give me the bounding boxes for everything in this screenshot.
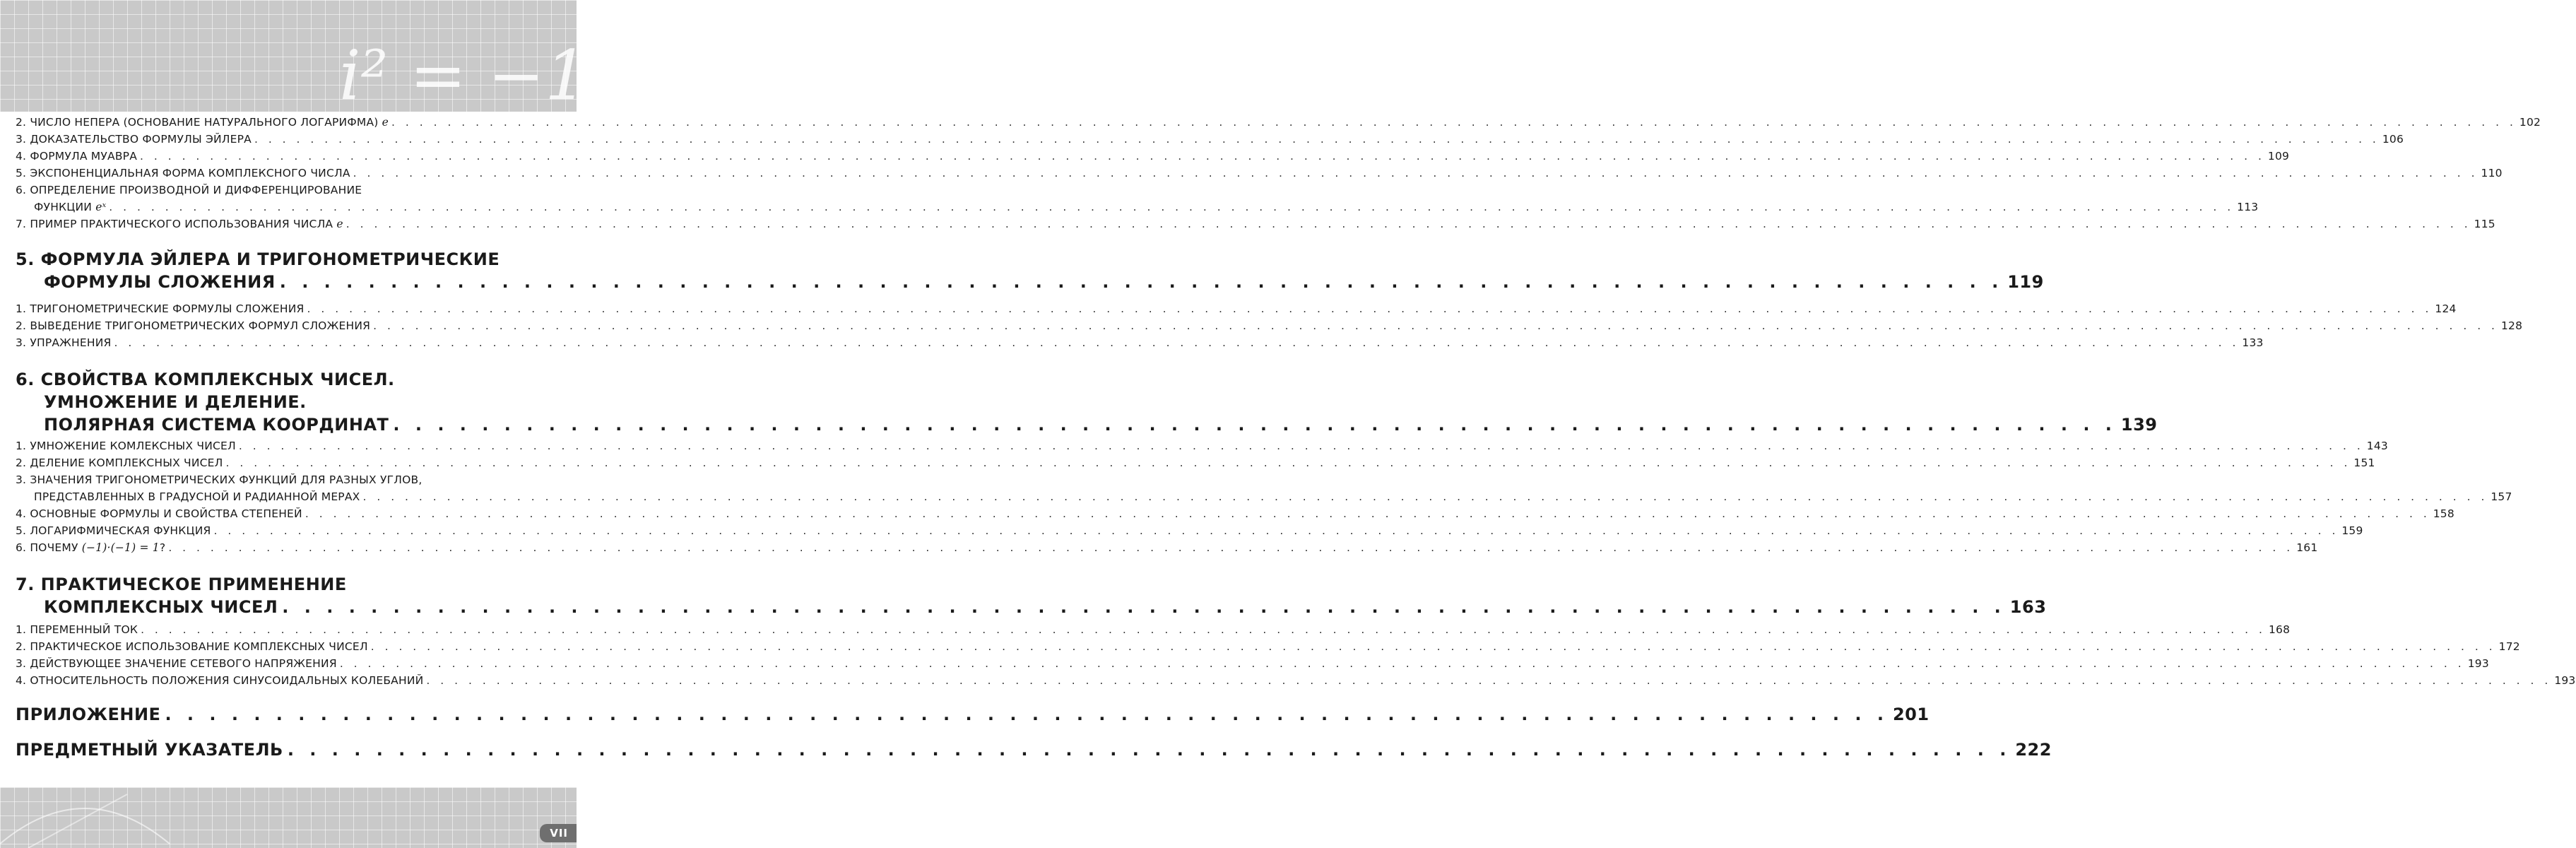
page-number: 193 xyxy=(2467,657,2489,670)
dot-leader xyxy=(353,165,2478,181)
toc-entry[interactable]: 2. ВЫВЕДЕНИЕ ТРИГОНОМЕТРИЧЕСКИХ ФОРМУЛ СЛОЖЕНИЯ . . . 128 xyxy=(16,318,561,334)
formula-watermark xyxy=(332,0,589,115)
appendix-entry[interactable]: ПРИЛОЖЕНИЕ . . . 201 xyxy=(16,704,561,725)
dot-leader xyxy=(168,540,2293,555)
toc-entry[interactable]: ПРЕДСТАВЛЕННЫХ В ГРАДУСНОЙ И РАДИАННОЙ МЕРАХ . . . 157 xyxy=(16,489,561,505)
page-number: 172 xyxy=(2498,640,2520,653)
page-number: 201 xyxy=(1892,705,1930,724)
page-number: 163 xyxy=(2009,597,2047,617)
toc-entry[interactable]: 2. ПРАКТИЧЕСКОЕ ИСПОЛЬЗОВАНИЕ КОМПЛЕКСНЫХ ЧИСЕЛ . . . 172 xyxy=(16,639,561,654)
page-number: 124 xyxy=(2435,302,2457,315)
page-number-badge: VII xyxy=(540,824,577,842)
dot-leader xyxy=(282,596,2006,618)
chapter-title[interactable]: 5. ФОРМУЛА ЭЙЛЕРА И ТРИГОНОМЕТРИЧЕСКИЕ xyxy=(16,249,500,269)
dot-leader xyxy=(288,739,2011,760)
dot-leader xyxy=(307,301,2433,317)
toc-entry-line[interactable]: 6. ОПРЕДЕЛЕНИЕ ПРОИЗВОДНОЙ И ДИФФЕРЕНЦИРОВАНИЕ xyxy=(16,184,362,196)
footer-band xyxy=(0,787,577,848)
dot-leader xyxy=(254,131,2380,147)
page-number: 109 xyxy=(2267,150,2290,163)
toc-entry[interactable]: 3. УПРАЖНЕНИЯ . . . 133 xyxy=(16,335,561,351)
page-number: 157 xyxy=(2491,490,2512,503)
chapter-entry[interactable]: ПОЛЯРНАЯ СИСТЕМА КООРДИНАТ . . . 139 xyxy=(16,414,561,435)
page-number: 139 xyxy=(2120,415,2158,435)
chapter-title-line: УМНОЖЕНИЕ И ДЕЛЕНИЕ. xyxy=(44,392,307,412)
chapter-entry[interactable]: ФОРМУЛЫ СЛОЖЕНИЯ . . . 119 xyxy=(16,271,561,293)
dot-leader xyxy=(140,148,2265,164)
page-number: 106 xyxy=(2382,133,2404,146)
chapter-title[interactable]: 7. ПРАКТИЧЕСКОЕ ПРИМЕНЕНИЕ xyxy=(16,575,347,594)
page-number: 161 xyxy=(2296,541,2318,554)
dot-leader xyxy=(340,656,2465,671)
chapter-title[interactable]: 6. СВОЙСТВА КОМПЛЕКСНЫХ ЧИСЕЛ. xyxy=(16,370,395,389)
page-number: 115 xyxy=(2474,218,2495,230)
index-entry[interactable]: ПРЕДМЕТНЫЙ УКАЗАТЕЛЬ . . . 222 xyxy=(16,739,561,760)
dot-leader xyxy=(426,673,2551,688)
toc-entry[interactable]: 5. ЛОГАРИФМИЧЕСКАЯ ФУНКЦИЯ . . . 159 xyxy=(16,523,561,538)
dot-leader xyxy=(141,622,2266,637)
page-number: 159 xyxy=(2341,524,2363,537)
page-number: 110 xyxy=(2481,167,2503,179)
chapter-entry[interactable]: КОМПЛЕКСНЫХ ЧИСЕЛ . . . 163 xyxy=(16,596,561,618)
dot-leader xyxy=(393,414,2117,435)
toc-entry[interactable]: 4. ОТНОСИТЕЛЬНОСТЬ ПОЛОЖЕНИЯ СИНУСОИДАЛЬНЫХ КОЛЕБАНИЙ . . . 193 xyxy=(16,673,561,688)
dot-leader xyxy=(114,335,2240,351)
header-band xyxy=(0,0,589,115)
toc-entry[interactable]: 3. ДЕЙСТВУЮЩЕЕ ЗНАЧЕНИЕ СЕТЕВОГО НАПРЯЖЕНИЯ . . . 193 xyxy=(16,656,561,671)
page-number: 119 xyxy=(2007,272,2044,292)
dot-leader xyxy=(226,455,2351,471)
dot-leader xyxy=(305,506,2430,522)
dot-leader xyxy=(373,318,2498,334)
page-number: 158 xyxy=(2433,507,2454,520)
toc-entry[interactable]: 4. ФОРМУЛА МУАВРА . . . 109 xyxy=(16,148,561,164)
dot-leader xyxy=(213,523,2339,538)
page-number: 113 xyxy=(2237,201,2259,213)
page-number: 222 xyxy=(2015,740,2052,760)
page-number: 133 xyxy=(2242,336,2264,349)
dot-leader xyxy=(239,438,2364,454)
dot-leader xyxy=(371,639,2496,654)
toc-entry[interactable]: 3. ДОКАЗАТЕЛЬСТВО ФОРМУЛЫ ЭЙЛЕРА . . . 106 xyxy=(16,131,561,147)
toc-entry[interactable]: 5. ЭКСПОНЕНЦИАЛЬНАЯ ФОРМА КОМПЛЕКСНОГО ЧИСЛА . . . 110 xyxy=(16,165,561,181)
page-number: 168 xyxy=(2268,623,2291,636)
page-number: 143 xyxy=(2366,440,2388,452)
formula-text: i² = −1 xyxy=(339,36,589,115)
dot-leader xyxy=(109,199,2234,215)
dot-leader xyxy=(362,489,2488,505)
toc-entry[interactable]: 1. ТРИГОНОМЕТРИЧЕСКИЕ ФОРМУЛЫ СЛОЖЕНИЯ . . . 124 xyxy=(16,301,561,317)
dot-leader xyxy=(280,271,2004,293)
toc-entry[interactable]: 1. ПЕРЕМЕННЫЙ ТОК . . . 168 xyxy=(16,622,561,637)
toc-entry[interactable]: 1. УМНОЖЕНИЕ КОМЛЕКСНЫХ ЧИСЕЛ . . . 143 xyxy=(16,438,561,454)
toc-entry[interactable]: 7. ПРИМЕР ПРАКТИЧЕСКОГО ИСПОЛЬЗОВАНИЯ ЧИСЛА e . . . 115 xyxy=(16,216,561,232)
page-number: 102 xyxy=(2519,116,2541,129)
page-number: 193 xyxy=(2554,674,2576,687)
toc-entry[interactable]: 2. ЧИСЛО НЕПЕРА (ОСНОВАНИЕ НАТУРАЛЬНОГО ЛОГАРИФМА) e . . . 102 xyxy=(16,114,561,130)
dot-leader xyxy=(391,114,2517,130)
page-number: 128 xyxy=(2500,319,2523,332)
dot-leader xyxy=(346,216,2471,232)
decorative-arcs xyxy=(0,787,184,848)
toc-entry[interactable]: 6. ПОЧЕМУ (−1)·(−1) = 1? . . . 161 xyxy=(16,540,561,555)
dot-leader xyxy=(165,704,1889,725)
page-number: 151 xyxy=(2353,457,2375,469)
toc-entry-line[interactable]: 3. ЗНАЧЕНИЯ ТРИГОНОМЕТРИЧЕСКИХ ФУНКЦИЙ ДЛЯ РАЗНЫХ УГЛОВ, xyxy=(16,473,423,486)
toc-entry[interactable]: ФУНКЦИИ eˣ . . . 113 xyxy=(16,199,561,215)
toc-entry[interactable]: 2. ДЕЛЕНИЕ КОМПЛЕКСНЫХ ЧИСЕЛ . . . 151 xyxy=(16,455,561,471)
toc-entry[interactable]: 4. ОСНОВНЫЕ ФОРМУЛЫ И СВОЙСТВА СТЕПЕНЕЙ . . . 158 xyxy=(16,506,561,522)
